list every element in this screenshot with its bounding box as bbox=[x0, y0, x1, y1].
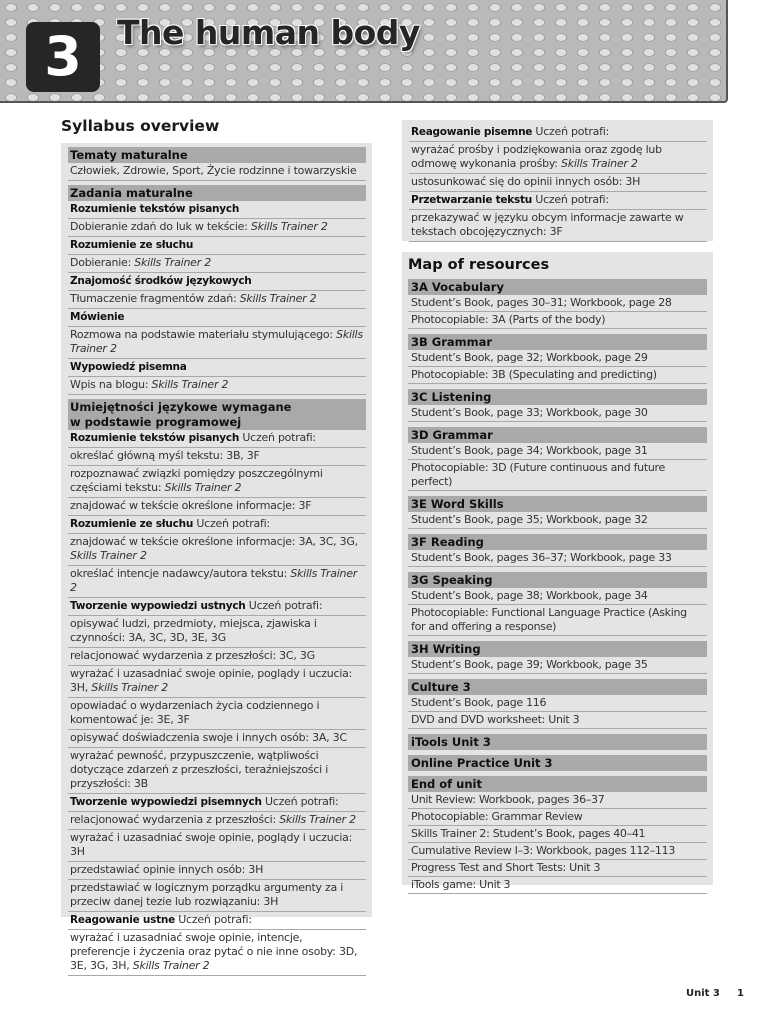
resource-row: Progress Test and Short Tests: Unit 3 bbox=[408, 860, 707, 877]
resource-row: Student’s Book, pages 30–31; Workbook, page 28 bbox=[408, 295, 707, 312]
group-suffix: Uczeń potrafi: bbox=[532, 125, 609, 138]
skill-row bbox=[68, 498, 366, 516]
group-label: Rozumienie ze słuchu bbox=[70, 239, 194, 251]
skill-row bbox=[68, 566, 366, 598]
resource-row: Photocopiable: 3B (Speculating and predicting) bbox=[408, 367, 707, 384]
continued-list bbox=[409, 124, 707, 242]
row-text: przedstawiać w logicznym porządku argumenty za i przeciw danej tezie lub rozwiązaniu: 3H bbox=[70, 881, 344, 908]
skill-group-label bbox=[68, 430, 366, 448]
footer-unit-label: Unit 3 bbox=[686, 988, 720, 999]
resource-row: Skills Trainer 2: Student’s Book, pages 40–41 bbox=[408, 826, 707, 843]
unit-number-badge: 3 bbox=[26, 22, 100, 92]
zadanie-label bbox=[68, 273, 366, 291]
resource-row: Photocopiable: 3A (Parts of the body) bbox=[408, 312, 707, 329]
resource-section-header: 3G Speaking bbox=[408, 572, 707, 588]
umiejetnosci-heading-line2: w podstawie programowej bbox=[70, 415, 242, 429]
group-suffix: Uczeń potrafi: bbox=[239, 431, 316, 444]
resource-row: Student’s Book, page 33; Workbook, page 30 bbox=[408, 405, 707, 422]
skill-row bbox=[68, 466, 366, 498]
syllabus-continued-box bbox=[402, 120, 713, 241]
group-suffix: Uczeń potrafi: bbox=[245, 599, 323, 612]
group-label: Przetwarzanie tekstu bbox=[411, 194, 533, 206]
row-text: opisywać doświadczenia swoje i innych osób: 3A, 3C bbox=[70, 731, 347, 744]
resource-section-header: Culture 3 bbox=[408, 679, 707, 695]
group-label: Wypowiedź pisemna bbox=[70, 361, 187, 373]
skill-row bbox=[68, 862, 366, 880]
skill-row bbox=[68, 534, 366, 566]
map-heading: Map of resources bbox=[408, 257, 550, 273]
umiejetnosci-list bbox=[68, 430, 366, 976]
skills-trainer-ref: Skills Trainer 2 bbox=[70, 549, 147, 562]
row-text: przedstawiać opinie innych osób: 3H bbox=[70, 863, 264, 876]
resource-section-header: End of unit bbox=[408, 776, 707, 792]
group-suffix: Uczeń potrafi: bbox=[193, 517, 270, 530]
zadanie-text bbox=[68, 255, 366, 273]
row-text: wyrażać i uzasadniać swoje opinie, poglądy i uczucia: 3H bbox=[70, 831, 353, 858]
resource-row: Student’s Book, page 32; Workbook, page 29 bbox=[408, 350, 707, 367]
group-suffix: Uczeń potrafi: bbox=[175, 913, 252, 926]
skills-trainer-ref: Skills Trainer 2 bbox=[70, 567, 358, 594]
syllabus-box bbox=[61, 143, 372, 972]
skill-row bbox=[68, 730, 366, 748]
skill-row bbox=[409, 142, 707, 174]
skills-trainer-ref: Skills Trainer 2 bbox=[279, 813, 356, 826]
resource-row: Photocopiable: Functional Language Practice (Asking for and offering a response) bbox=[408, 605, 707, 636]
skill-group-label bbox=[68, 912, 366, 930]
zadanie-text bbox=[68, 327, 366, 359]
skill-row bbox=[68, 830, 366, 862]
resource-section-header: 3E Word Skills bbox=[408, 496, 707, 512]
resource-row: Student’s Book, page 34; Workbook, page 31 bbox=[408, 443, 707, 460]
skill-row bbox=[68, 698, 366, 730]
zadanie-label bbox=[68, 237, 366, 255]
group-label: Rozumienie ze słuchu bbox=[70, 518, 194, 530]
row-text: Wpis na blogu: bbox=[70, 378, 152, 391]
zadanie-text bbox=[68, 219, 366, 237]
footer-page-number: 1 bbox=[737, 988, 744, 999]
skill-row bbox=[68, 880, 366, 912]
row-text: ustosunkować się do opinii innych osób: 3H bbox=[411, 175, 641, 188]
group-label: Rozumienie tekstów pisanych bbox=[70, 203, 240, 215]
skill-group-label bbox=[68, 598, 366, 616]
resource-section-header: 3F Reading bbox=[408, 534, 707, 550]
zadanie-text bbox=[68, 291, 366, 309]
skill-row bbox=[409, 210, 707, 242]
resource-section-header: 3D Grammar bbox=[408, 427, 707, 443]
row-text: relacjonować wydarzenia z przeszłości: bbox=[70, 813, 280, 826]
skill-row bbox=[68, 616, 366, 648]
resource-row: Student’s Book, page 35; Workbook, page 32 bbox=[408, 512, 707, 529]
row-text: znajdować w tekście określone informacje: 3A, 3C, 3G, bbox=[70, 535, 358, 548]
skill-group-label bbox=[68, 516, 366, 534]
group-label: Tworzenie wypowiedzi ustnych bbox=[70, 600, 246, 612]
row-text: rozpoznawać związki pomiędzy poszczególnymi częściami tekstu: bbox=[70, 467, 323, 494]
skill-row bbox=[68, 448, 366, 466]
row-text: wyrażać prośby i podziękowania oraz zgodę lub odmowę wykonania prośby: bbox=[411, 143, 662, 170]
resource-row: Photocopiable: Grammar Review bbox=[408, 809, 707, 826]
resource-row: Unit Review: Workbook, pages 36–37 bbox=[408, 792, 707, 809]
group-label: Rozumienie tekstów pisanych bbox=[70, 432, 240, 444]
skills-trainer-ref: Skills Trainer 2 bbox=[70, 328, 363, 355]
skill-row bbox=[68, 666, 366, 698]
skills-trainer-ref: Skills Trainer 2 bbox=[560, 157, 638, 170]
zadanie-label bbox=[68, 309, 366, 327]
skills-trainer-ref: Skills Trainer 2 bbox=[132, 959, 210, 972]
resource-section-header: iTools Unit 3 bbox=[408, 734, 707, 750]
skills-trainer-ref: Skills Trainer 2 bbox=[134, 256, 211, 269]
group-label: Tworzenie wypowiedzi pisemnych bbox=[70, 796, 262, 808]
resource-row: Student’s Book, page 116 bbox=[408, 695, 707, 712]
skill-row bbox=[68, 930, 366, 976]
zadania-list bbox=[68, 201, 366, 395]
skill-row bbox=[409, 174, 707, 192]
row-text: Tłumaczenie fragmentów zdań: bbox=[70, 292, 240, 305]
map-list bbox=[408, 279, 707, 894]
group-suffix: Uczeń potrafi: bbox=[261, 795, 339, 808]
resource-row: iTools game: Unit 3 bbox=[408, 877, 707, 894]
row-text: opisywać ludzi, przedmioty, miejsca, zjawiska i czynności: 3A, 3C, 3D, 3E, 3G bbox=[70, 617, 317, 644]
group-label: Mówienie bbox=[70, 311, 125, 323]
zadanie-label bbox=[68, 359, 366, 377]
skills-trainer-ref: Skills Trainer 2 bbox=[151, 378, 229, 391]
row-text: wyrażać pewność, przypuszczenie, wątpliwości dotyczące zdarzeń z przeszłości, teraźniejszości i przyszłości: 3B bbox=[70, 749, 329, 790]
resource-row: DVD and DVD worksheet: Unit 3 bbox=[408, 712, 707, 729]
row-text: określać główną myśl tekstu: 3B, 3F bbox=[70, 449, 260, 462]
skills-trainer-ref: Skills Trainer 2 bbox=[239, 292, 317, 305]
row-text: znajdować w tekście określone informacje: 3F bbox=[70, 499, 312, 512]
skill-row bbox=[68, 748, 366, 794]
group-label: Znajomość środków językowych bbox=[70, 275, 252, 287]
resource-section-header: Online Practice Unit 3 bbox=[408, 755, 707, 771]
map-of-resources-box bbox=[402, 252, 713, 891]
skill-row bbox=[68, 812, 366, 830]
row-text: opowiadać o wydarzeniach życia codziennego i komentować je: 3E, 3F bbox=[70, 699, 320, 726]
zadanie-label bbox=[68, 201, 366, 219]
zadanie-text bbox=[68, 377, 366, 395]
syllabus-heading: Syllabus overview bbox=[61, 117, 220, 135]
skill-row bbox=[68, 648, 366, 666]
group-suffix: Uczeń potrafi: bbox=[532, 193, 609, 206]
resource-section-header: 3A Vocabulary bbox=[408, 279, 707, 295]
resource-row: Student’s Book, pages 36–37; Workbook, page 33 bbox=[408, 550, 707, 567]
group-label: Reagowanie ustne bbox=[70, 914, 175, 926]
row-text: Dobieranie: bbox=[70, 256, 135, 269]
resource-section-header: 3H Writing bbox=[408, 641, 707, 657]
tematy-text: Człowiek, Zdrowie, Sport, Życie rodzinne i towarzyskie bbox=[68, 163, 366, 181]
skill-group-label bbox=[409, 124, 707, 142]
resource-row: Cumulative Review I–3: Workbook, pages 112–113 bbox=[408, 843, 707, 860]
umiejetnosci-heading-line1: Umiejętności językowe wymagane bbox=[70, 400, 292, 414]
section-header-umiejetnosci bbox=[68, 399, 366, 430]
row-text: wyrażać i uzasadniać swoje opinie, intencje, preferencje i życzenia oraz pytać o nie inne osoby: 3D, 3E, 3G, 3H, bbox=[70, 931, 358, 972]
skills-trainer-ref: Skills Trainer 2 bbox=[91, 681, 168, 694]
skills-trainer-ref: Skills Trainer 2 bbox=[250, 220, 328, 233]
unit-title: The human body bbox=[117, 13, 420, 52]
skills-trainer-ref: Skills Trainer 2 bbox=[164, 481, 242, 494]
section-header-tematy: Tematy maturalne bbox=[68, 147, 366, 163]
row-text: relacjonować wydarzenia z przeszłości: 3C, 3G bbox=[70, 649, 315, 662]
row-text: Dobieranie zdań do luk w tekście: bbox=[70, 220, 251, 233]
resource-section-header: 3C Listening bbox=[408, 389, 707, 405]
resource-row: Student’s Book, page 39; Workbook, page 35 bbox=[408, 657, 707, 674]
resource-row: Student’s Book, page 38; Workbook, page 34 bbox=[408, 588, 707, 605]
group-label: Reagowanie pisemne bbox=[411, 126, 533, 138]
row-text: przekazywać w języku obcym informacje zawarte w tekstach obcojęzycznych: 3F bbox=[411, 211, 684, 238]
resource-row: Photocopiable: 3D (Future continuous and future perfect) bbox=[408, 460, 707, 491]
skill-group-label bbox=[68, 794, 366, 812]
row-text: wyrażać i uzasadniać swoje opinie, poglądy i uczucia: 3H, bbox=[70, 667, 353, 694]
section-header-zadania: Zadania maturalne bbox=[68, 185, 366, 201]
skill-group-label bbox=[409, 192, 707, 210]
row-text: określać intencje nadawcy/autora tekstu: bbox=[70, 567, 291, 580]
row-text: Rozmowa na podstawie materiału stymulującego: bbox=[70, 328, 337, 341]
resource-section-header: 3B Grammar bbox=[408, 334, 707, 350]
